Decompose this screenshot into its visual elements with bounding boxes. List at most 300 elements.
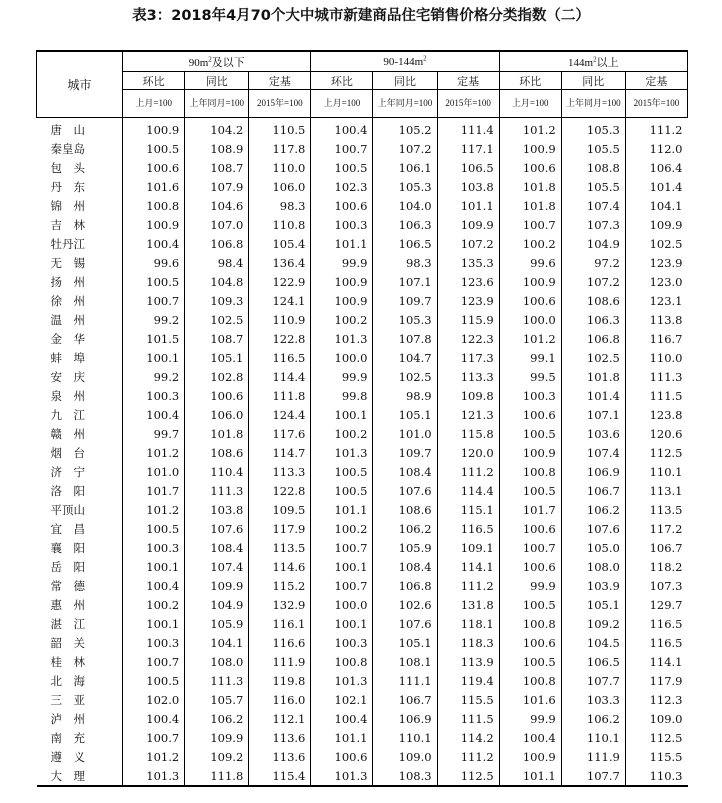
- value-medium-mom: 100.6: [311, 747, 373, 766]
- table-row: [37, 728, 688, 747]
- value-large-mom: 100.6: [499, 158, 561, 177]
- value-large-base: 110.0: [625, 348, 687, 367]
- value-large-base: 118.2: [625, 557, 687, 576]
- value-large-base: 114.1: [625, 652, 687, 671]
- value-small-yoy: 106.0: [185, 405, 249, 424]
- city-name: 南 充: [37, 728, 123, 747]
- city-name: 蚌 埠: [37, 348, 123, 367]
- value-medium-base: 103.8: [437, 177, 499, 196]
- value-large-base: 112.5: [625, 728, 687, 747]
- value-small-mom: 99.6: [123, 253, 185, 272]
- value-large-yoy: 104.5: [561, 633, 625, 652]
- value-medium-mom: 101.3: [311, 766, 373, 786]
- value-medium-mom: 100.7: [311, 538, 373, 557]
- value-medium-yoy: 98.3: [373, 253, 437, 272]
- value-medium-mom: 100.9: [311, 291, 373, 310]
- value-medium-yoy: 106.2: [373, 519, 437, 538]
- value-small-base: 105.4: [249, 234, 311, 253]
- value-large-yoy: 106.2: [561, 500, 625, 519]
- value-small-yoy: 105.7: [185, 690, 249, 709]
- value-small-base: 113.6: [249, 747, 311, 766]
- table-row: [37, 500, 688, 519]
- city-name: 吉 林: [37, 215, 123, 234]
- table-row: [37, 215, 688, 234]
- value-medium-mom: 100.2: [311, 519, 373, 538]
- value-large-mom: 100.9: [499, 747, 561, 766]
- base-label-yoy: 上年同月=100: [561, 90, 625, 118]
- value-small-base: 114.4: [249, 367, 311, 386]
- table-row: [37, 118, 688, 140]
- value-medium-yoy: 106.9: [373, 709, 437, 728]
- value-large-base: 101.4: [625, 177, 687, 196]
- value-small-mom: 100.3: [123, 538, 185, 557]
- value-medium-mom: 100.1: [311, 405, 373, 424]
- value-medium-yoy: 109.0: [373, 747, 437, 766]
- value-small-base: 124.4: [249, 405, 311, 424]
- value-small-base: 116.1: [249, 614, 311, 633]
- value-medium-base: 107.2: [437, 234, 499, 253]
- value-large-yoy: 106.9: [561, 462, 625, 481]
- value-medium-base: 117.3: [437, 348, 499, 367]
- value-small-mom: 100.1: [123, 348, 185, 367]
- value-medium-yoy: 101.0: [373, 424, 437, 443]
- value-small-mom: 100.7: [123, 728, 185, 747]
- value-small-yoy: 104.1: [185, 633, 249, 652]
- value-small-yoy: 102.5: [185, 310, 249, 329]
- city-name: 扬 州: [37, 272, 123, 291]
- value-large-yoy: 106.3: [561, 310, 625, 329]
- value-medium-yoy: 104.0: [373, 196, 437, 215]
- table-row: [37, 766, 688, 786]
- value-large-yoy: 103.6: [561, 424, 625, 443]
- value-large-base: 110.1: [625, 462, 687, 481]
- value-large-yoy: 107.3: [561, 215, 625, 234]
- value-small-yoy: 108.7: [185, 158, 249, 177]
- city-name: 牡丹江: [37, 234, 123, 253]
- table-row: [37, 557, 688, 576]
- value-medium-base: 118.3: [437, 633, 499, 652]
- value-small-yoy: 105.1: [185, 348, 249, 367]
- table-row: [37, 291, 688, 310]
- value-medium-yoy: 108.1: [373, 652, 437, 671]
- value-large-mom: 99.9: [499, 576, 561, 595]
- city-name: 大 理: [37, 766, 123, 786]
- value-medium-base: 116.5: [437, 519, 499, 538]
- value-small-mom: 100.1: [123, 614, 185, 633]
- value-large-base: 112.5: [625, 443, 687, 462]
- value-small-mom: 100.6: [123, 158, 185, 177]
- value-small-yoy: 107.6: [185, 519, 249, 538]
- value-medium-mom: 101.3: [311, 671, 373, 690]
- value-small-mom: 100.3: [123, 386, 185, 405]
- city-name: 九 江: [37, 405, 123, 424]
- value-large-mom: 99.1: [499, 348, 561, 367]
- value-medium-base: 114.2: [437, 728, 499, 747]
- value-large-base: 113.5: [625, 500, 687, 519]
- value-small-base: 124.1: [249, 291, 311, 310]
- value-small-base: 136.4: [249, 253, 311, 272]
- value-large-base: 112.3: [625, 690, 687, 709]
- value-small-mom: 101.2: [123, 747, 185, 766]
- value-small-base: 98.3: [249, 196, 311, 215]
- value-medium-yoy: 106.7: [373, 690, 437, 709]
- value-medium-yoy: 107.6: [373, 614, 437, 633]
- table-row: [37, 405, 688, 424]
- value-medium-base: 117.1: [437, 139, 499, 158]
- value-medium-base: 111.2: [437, 576, 499, 595]
- value-small-base: 111.9: [249, 652, 311, 671]
- value-large-base: 104.1: [625, 196, 687, 215]
- value-medium-base: 111.4: [437, 118, 499, 140]
- sub-header-mom: 环比: [123, 72, 185, 90]
- value-small-mom: 101.0: [123, 462, 185, 481]
- value-large-base: 111.5: [625, 386, 687, 405]
- table-row: [37, 272, 688, 291]
- value-large-mom: 100.4: [499, 728, 561, 747]
- value-medium-mom: 102.1: [311, 690, 373, 709]
- value-large-mom: 100.7: [499, 538, 561, 557]
- value-small-mom: 101.3: [123, 766, 185, 786]
- value-small-base: 116.6: [249, 633, 311, 652]
- city-name: 锦 州: [37, 196, 123, 215]
- value-large-base: 113.1: [625, 481, 687, 500]
- value-small-yoy: 108.0: [185, 652, 249, 671]
- value-large-mom: 100.9: [499, 139, 561, 158]
- value-small-mom: 100.5: [123, 139, 185, 158]
- sub-header-yoy: 同比: [561, 72, 625, 90]
- value-medium-yoy: 107.1: [373, 272, 437, 291]
- base-label-yoy: 上年同月=100: [185, 90, 249, 118]
- value-large-yoy: 97.2: [561, 253, 625, 272]
- value-large-base: 116.5: [625, 614, 687, 633]
- value-small-base: 115.2: [249, 576, 311, 595]
- value-large-yoy: 108.0: [561, 557, 625, 576]
- sub-header-yoy: 同比: [373, 72, 437, 90]
- value-small-mom: 100.1: [123, 557, 185, 576]
- value-medium-base: 115.5: [437, 690, 499, 709]
- value-small-yoy: 106.2: [185, 709, 249, 728]
- value-medium-yoy: 98.9: [373, 386, 437, 405]
- value-medium-mom: 100.0: [311, 595, 373, 614]
- city-name: 徐 州: [37, 291, 123, 310]
- value-large-yoy: 106.8: [561, 329, 625, 348]
- value-large-yoy: 109.2: [561, 614, 625, 633]
- value-small-mom: 99.2: [123, 310, 185, 329]
- value-large-yoy: 107.2: [561, 272, 625, 291]
- value-medium-base: 115.8: [437, 424, 499, 443]
- value-small-mom: 100.2: [123, 595, 185, 614]
- value-medium-base: 111.2: [437, 462, 499, 481]
- value-small-base: 115.4: [249, 766, 311, 786]
- value-medium-mom: 101.1: [311, 234, 373, 253]
- value-medium-yoy: 102.5: [373, 367, 437, 386]
- value-medium-yoy: 107.6: [373, 481, 437, 500]
- value-medium-base: 115.1: [437, 500, 499, 519]
- value-medium-mom: 100.2: [311, 310, 373, 329]
- value-medium-mom: 100.3: [311, 633, 373, 652]
- value-small-base: 112.1: [249, 709, 311, 728]
- value-medium-mom: 101.3: [311, 329, 373, 348]
- city-name: 泸 州: [37, 709, 123, 728]
- value-medium-mom: 101.3: [311, 443, 373, 462]
- table-row: [37, 310, 688, 329]
- sub-header-base: 定基: [249, 72, 311, 90]
- value-medium-yoy: 109.7: [373, 443, 437, 462]
- value-small-mom: 102.0: [123, 690, 185, 709]
- value-large-mom: 100.6: [499, 405, 561, 424]
- city-name: 赣 州: [37, 424, 123, 443]
- value-medium-yoy: 108.4: [373, 557, 437, 576]
- group-header-small: $90m^2$及以下: [123, 51, 311, 72]
- value-large-base: 123.8: [625, 405, 687, 424]
- sub-header-mom: 环比: [311, 72, 373, 90]
- value-small-base: 111.8: [249, 386, 311, 405]
- sub-header-base: 定基: [625, 72, 687, 90]
- value-large-yoy: 111.9: [561, 747, 625, 766]
- value-small-yoy: 101.8: [185, 424, 249, 443]
- table-row: [37, 196, 688, 215]
- city-name: 洛 阳: [37, 481, 123, 500]
- city-name: 唐 山: [37, 118, 123, 140]
- value-medium-mom: 100.5: [311, 462, 373, 481]
- value-small-base: 113.5: [249, 538, 311, 557]
- group-header-medium: $90-144m^2$: [311, 51, 499, 72]
- value-medium-base: 113.9: [437, 652, 499, 671]
- value-medium-mom: 99.9: [311, 253, 373, 272]
- value-small-yoy: 104.6: [185, 196, 249, 215]
- city-name: 安 庆: [37, 367, 123, 386]
- table-row: [37, 747, 688, 766]
- value-medium-mom: 100.0: [311, 348, 373, 367]
- value-small-base: 110.5: [249, 118, 311, 140]
- value-small-yoy: 109.3: [185, 291, 249, 310]
- value-large-mom: 100.5: [499, 595, 561, 614]
- value-small-mom: 101.6: [123, 177, 185, 196]
- value-large-mom: 99.5: [499, 367, 561, 386]
- value-large-mom: 100.6: [499, 291, 561, 310]
- value-medium-yoy: 104.7: [373, 348, 437, 367]
- value-small-yoy: 109.9: [185, 728, 249, 747]
- value-medium-mom: 100.5: [311, 481, 373, 500]
- value-medium-mom: 100.2: [311, 424, 373, 443]
- value-large-base: 116.5: [625, 633, 687, 652]
- value-large-yoy: 105.3: [561, 118, 625, 140]
- value-large-base: 106.7: [625, 538, 687, 557]
- base-label-yoy: 上年同月=100: [373, 90, 437, 118]
- value-large-yoy: 106.2: [561, 709, 625, 728]
- value-medium-mom: 100.7: [311, 139, 373, 158]
- value-large-mom: 100.3: [499, 386, 561, 405]
- value-large-base: 111.3: [625, 367, 687, 386]
- value-medium-yoy: 107.8: [373, 329, 437, 348]
- city-name: 宜 昌: [37, 519, 123, 538]
- value-medium-mom: 100.3: [311, 215, 373, 234]
- base-label-2015: 2015年=100: [625, 90, 687, 118]
- value-medium-yoy: 105.9: [373, 538, 437, 557]
- value-large-mom: 101.6: [499, 690, 561, 709]
- table-header: [37, 51, 688, 118]
- value-large-mom: 100.0: [499, 310, 561, 329]
- value-medium-yoy: 106.8: [373, 576, 437, 595]
- value-small-yoy: 107.4: [185, 557, 249, 576]
- value-large-mom: 100.9: [499, 272, 561, 291]
- value-large-mom: 100.9: [499, 443, 561, 462]
- table-row: [37, 576, 688, 595]
- value-medium-yoy: 102.6: [373, 595, 437, 614]
- table-row: [37, 348, 688, 367]
- value-small-mom: 101.2: [123, 500, 185, 519]
- table-row: [37, 519, 688, 538]
- table-row: [37, 329, 688, 348]
- value-small-mom: 101.5: [123, 329, 185, 348]
- value-large-yoy: 103.9: [561, 576, 625, 595]
- value-large-mom: 100.5: [499, 652, 561, 671]
- price-index-table: [36, 50, 688, 787]
- value-small-base: 114.7: [249, 443, 311, 462]
- value-small-base: 113.6: [249, 728, 311, 747]
- value-small-mom: 100.4: [123, 576, 185, 595]
- value-medium-mom: 101.1: [311, 728, 373, 747]
- value-large-yoy: 107.7: [561, 671, 625, 690]
- value-large-yoy: 105.1: [561, 595, 625, 614]
- value-large-yoy: 104.9: [561, 234, 625, 253]
- value-medium-mom: 100.1: [311, 557, 373, 576]
- city-name: 金 华: [37, 329, 123, 348]
- value-medium-yoy: 105.1: [373, 405, 437, 424]
- value-small-mom: 100.5: [123, 519, 185, 538]
- table-row: [37, 614, 688, 633]
- value-small-yoy: 110.4: [185, 462, 249, 481]
- value-small-yoy: 111.3: [185, 481, 249, 500]
- value-large-mom: 100.5: [499, 481, 561, 500]
- value-medium-base: 101.1: [437, 196, 499, 215]
- value-small-base: 114.6: [249, 557, 311, 576]
- value-medium-base: 119.4: [437, 671, 499, 690]
- value-large-base: 123.1: [625, 291, 687, 310]
- value-medium-yoy: 107.2: [373, 139, 437, 158]
- value-large-mom: 100.6: [499, 519, 561, 538]
- value-large-base: 102.5: [625, 234, 687, 253]
- value-medium-mom: 100.8: [311, 652, 373, 671]
- value-small-yoy: 102.8: [185, 367, 249, 386]
- value-medium-mom: 100.5: [311, 158, 373, 177]
- value-large-mom: 100.5: [499, 424, 561, 443]
- sub-header-yoy: 同比: [185, 72, 249, 90]
- value-large-base: 116.7: [625, 329, 687, 348]
- value-small-mom: 100.8: [123, 196, 185, 215]
- value-large-yoy: 102.5: [561, 348, 625, 367]
- value-small-yoy: 108.7: [185, 329, 249, 348]
- value-small-base: 117.9: [249, 519, 311, 538]
- value-medium-mom: 100.4: [311, 118, 373, 140]
- value-large-base: 111.2: [625, 118, 687, 140]
- value-small-yoy: 108.4: [185, 538, 249, 557]
- value-medium-yoy: 110.1: [373, 728, 437, 747]
- value-medium-base: 113.3: [437, 367, 499, 386]
- value-medium-yoy: 106.1: [373, 158, 437, 177]
- value-large-mom: 100.6: [499, 557, 561, 576]
- value-medium-base: 112.5: [437, 766, 499, 786]
- table-row: [37, 462, 688, 481]
- value-small-yoy: 108.6: [185, 443, 249, 462]
- value-medium-base: 109.1: [437, 538, 499, 557]
- value-small-base: 113.3: [249, 462, 311, 481]
- value-small-base: 109.5: [249, 500, 311, 519]
- value-medium-base: 118.1: [437, 614, 499, 633]
- value-large-base: 107.3: [625, 576, 687, 595]
- value-large-yoy: 106.7: [561, 481, 625, 500]
- value-large-mom: 100.8: [499, 462, 561, 481]
- table-row: [37, 367, 688, 386]
- value-small-base: 122.8: [249, 329, 311, 348]
- value-large-base: 109.9: [625, 215, 687, 234]
- value-large-yoy: 103.3: [561, 690, 625, 709]
- base-label-mom: 上月=100: [311, 90, 373, 118]
- value-medium-base: 131.8: [437, 595, 499, 614]
- value-medium-yoy: 109.7: [373, 291, 437, 310]
- value-large-yoy: 107.7: [561, 766, 625, 786]
- value-large-yoy: 105.5: [561, 177, 625, 196]
- city-name: 襄 阳: [37, 538, 123, 557]
- value-large-base: 112.0: [625, 139, 687, 158]
- value-large-base: 120.6: [625, 424, 687, 443]
- value-large-mom: 100.2: [499, 234, 561, 253]
- value-small-mom: 100.9: [123, 215, 185, 234]
- value-small-base: 132.9: [249, 595, 311, 614]
- city-name: 桂 林: [37, 652, 123, 671]
- value-medium-mom: 99.9: [311, 367, 373, 386]
- value-large-mom: 100.7: [499, 215, 561, 234]
- value-medium-mom: 100.4: [311, 709, 373, 728]
- value-large-yoy: 110.1: [561, 728, 625, 747]
- value-medium-base: 111.5: [437, 709, 499, 728]
- base-label-mom: 上月=100: [123, 90, 185, 118]
- value-medium-yoy: 105.2: [373, 118, 437, 140]
- value-medium-base: 106.5: [437, 158, 499, 177]
- base-label-mom: 上月=100: [499, 90, 561, 118]
- value-large-yoy: 108.6: [561, 291, 625, 310]
- group-header-large: $144m^2$以上: [499, 51, 687, 72]
- value-small-base: 116.5: [249, 348, 311, 367]
- value-small-mom: 100.3: [123, 633, 185, 652]
- table-row: [37, 671, 688, 690]
- table-title: 表3：2018年4月70个大中城市新建商品住宅销售价格分类指数（二）: [132, 8, 590, 24]
- value-medium-base: 123.9: [437, 291, 499, 310]
- city-name: 无 锡: [37, 253, 123, 272]
- value-medium-yoy: 108.3: [373, 766, 437, 786]
- value-large-mom: 101.8: [499, 196, 561, 215]
- value-large-mom: 101.2: [499, 329, 561, 348]
- value-medium-base: 109.8: [437, 386, 499, 405]
- city-name: 包 头: [37, 158, 123, 177]
- value-medium-base: 121.3: [437, 405, 499, 424]
- value-large-base: 115.5: [625, 747, 687, 766]
- city-name: 丹 东: [37, 177, 123, 196]
- value-small-mom: 99.2: [123, 367, 185, 386]
- value-large-yoy: 107.4: [561, 196, 625, 215]
- value-small-mom: 100.9: [123, 118, 185, 140]
- table-row: [37, 443, 688, 462]
- base-label-2015: 2015年=100: [249, 90, 311, 118]
- city-name: 泉 州: [37, 386, 123, 405]
- value-small-mom: 101.7: [123, 481, 185, 500]
- value-large-base: 110.3: [625, 766, 687, 786]
- table-row: [37, 158, 688, 177]
- value-large-yoy: 105.5: [561, 139, 625, 158]
- table-row: [37, 690, 688, 709]
- table-body: [37, 118, 688, 787]
- value-large-mom: 101.2: [499, 118, 561, 140]
